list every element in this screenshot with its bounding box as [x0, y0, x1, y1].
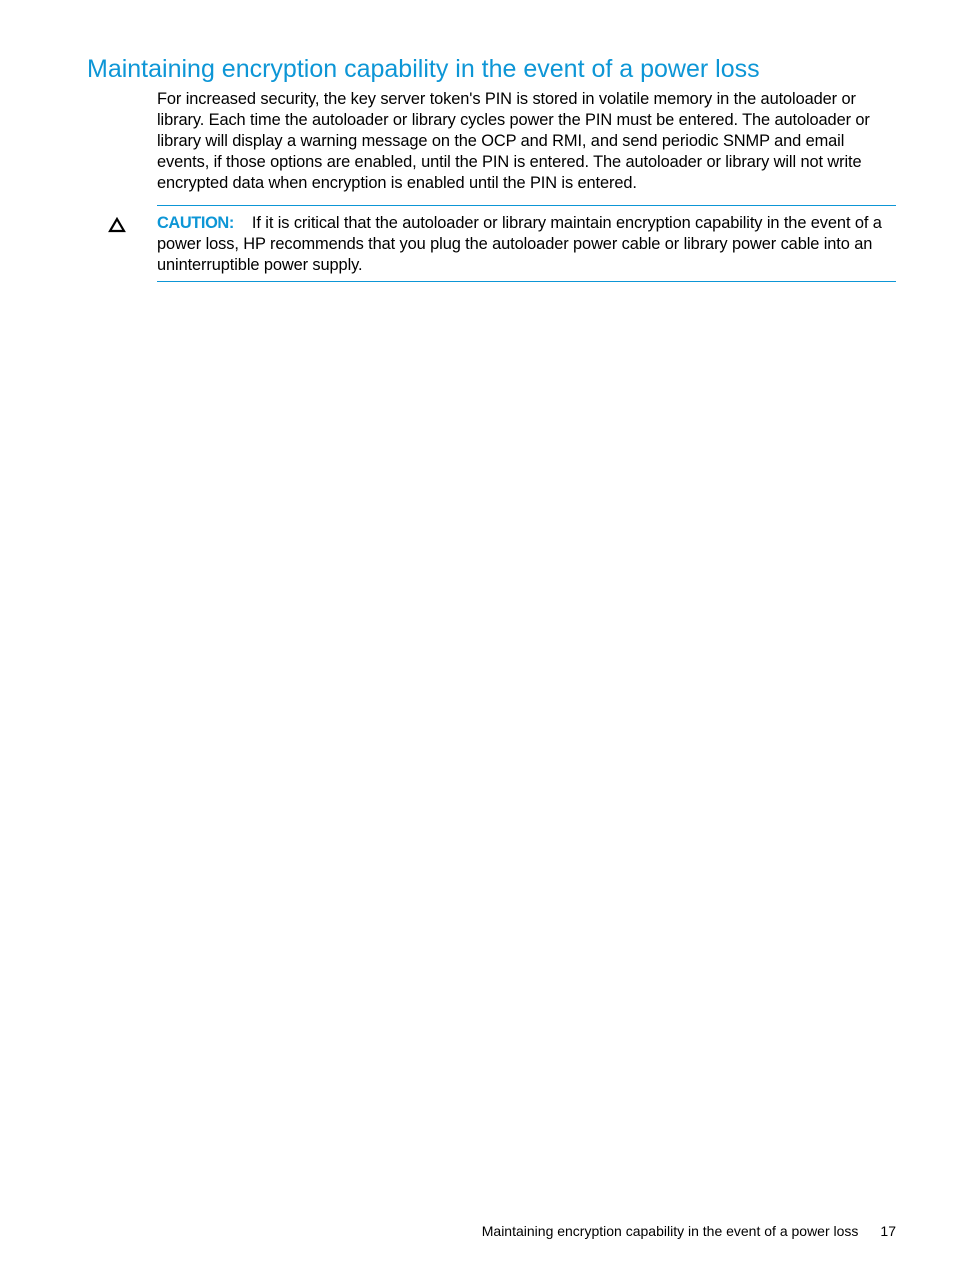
caution-text: If it is critical that the autoloader or library maintain encryption capability in the event of a power loss, HP recommends that you plug the autoloader power cable or library power cable into an uninterruptible power supply.	[157, 214, 882, 274]
footer-running-title: Maintaining encryption capability in the event of a power loss	[481, 1223, 859, 1239]
page-footer	[482, 1221, 896, 1241]
body-paragraph: For increased security, the key server token's PIN is stored in volatile memory in the autoloader or library. Each time the autoloader or library cycles power the PIN must be entered. The autoloader or library will display a warning message on the OCP and RMI, and send periodic SNMP and email events, if those options are enabled, until the PIN is entered. The autoloader or library will not write encrypted data when encryption is enabled until the PIN is entered.	[157, 90, 870, 192]
section-heading: Maintaining encryption capability in the event of a power loss	[87, 55, 760, 83]
page-number: 17	[880, 1223, 896, 1239]
caution-triangle-icon	[108, 217, 126, 233]
caution-note	[157, 213, 899, 276]
caution-label: CAUTION:	[157, 214, 234, 232]
caution-top-rule	[157, 205, 896, 206]
caution-bottom-rule	[157, 281, 896, 282]
